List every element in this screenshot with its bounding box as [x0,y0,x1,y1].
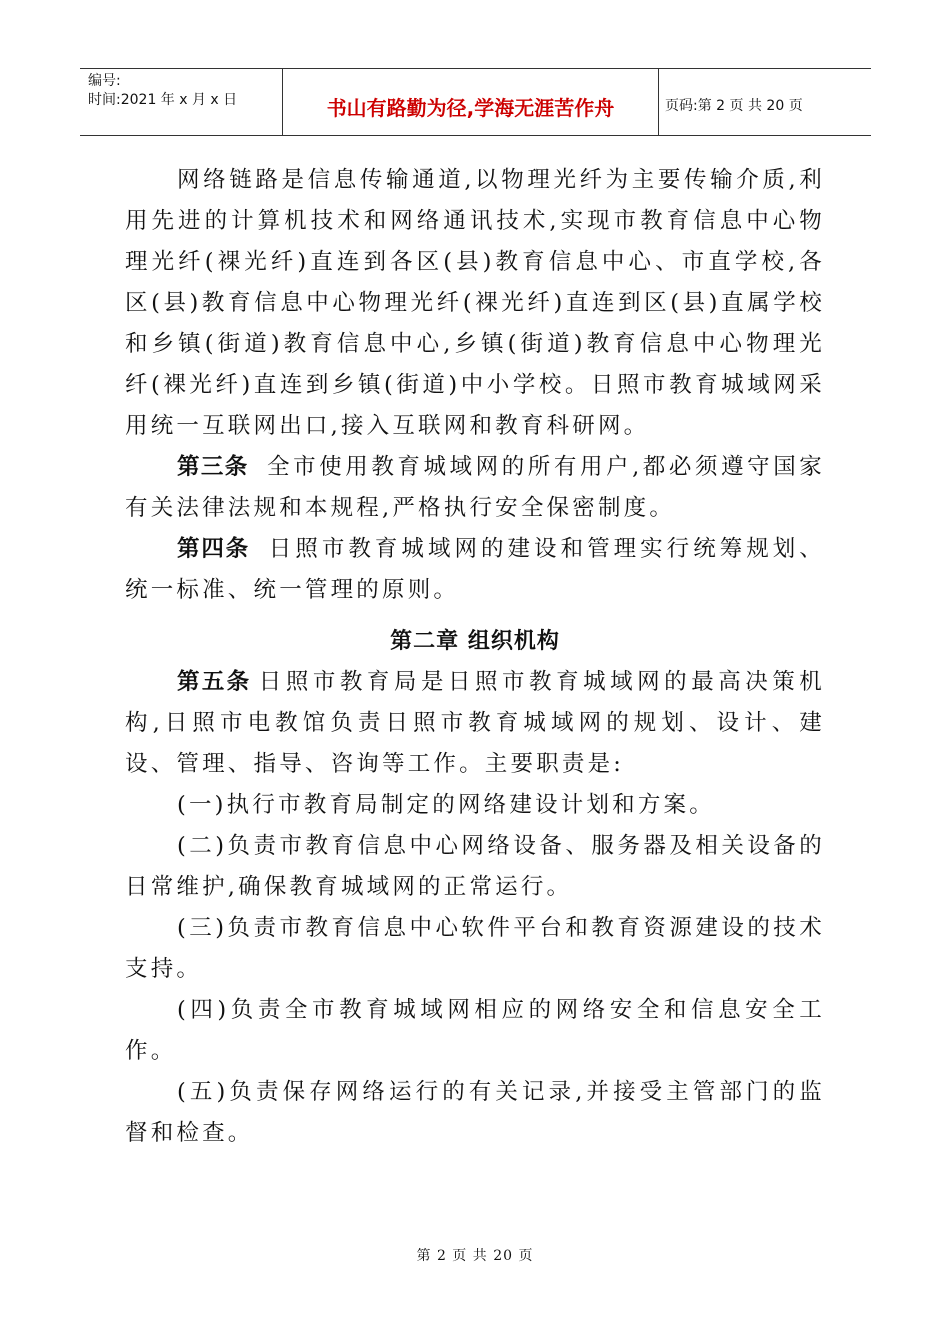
document-body [125,160,825,1154]
article-4-text: 日照市教育城域网的建设和管理实行统筹规划、统一标准、统一管理的原则。 [125,536,825,603]
article-5-title: 第五条 [177,669,252,695]
article-3-title: 第三条 [177,454,249,480]
list-item-1: (一)执行市教育局制定的网络建设计划和方案。 [177,792,715,818]
article-5-text: 日照市教育局是日照市教育城域网的最高决策机构,日照市电教馆负责日照市教育城域网的规划、设计、建设、管理、指导、咨询等工作。主要职责是: [125,669,825,777]
chapter-heading: 第二章 组织机构 [390,629,560,654]
header-meta-cell [80,69,283,135]
list-item-2: (二)负责市教育信息中心网络设备、服务器及相关设备的日常维护,确保教育城域网的正常运行。 [125,833,825,900]
article-3 [125,447,825,529]
article-3-text: 全市使用教育城域网的所有用户,都必须遵守国家有关法律法规和本规程,严格执行安全保密制度。 [125,454,825,521]
paragraph-network-link: 网络链路是信息传输通道,以物理光纤为主要传输介质,利用先进的计算机技术和网络通讯技术,实现市教育信息中心物理光纤(裸光纤)直连到各区(县)教育信息中心、市直学校,各区(县)教育信息中心物理光纤(裸光纤)直连到区(县)直属学校和乡镇(街道)教育信息中心,乡镇(街道)教育信息中心物理光纤(裸光纤)直连到乡镇(街道)中小学校。日照市教育城域网采用统一互联网出口,接入互联网和教育科研网。 [125,167,825,439]
time-label: 时间:2021 年 x 月 x 日 [88,92,238,108]
list-item-5: (五)负责保存网络运行的有关记录,并接受主管部门的监督和检查。 [125,1079,825,1146]
list-item-3: (三)负责市教育信息中心软件平台和教育资源建设的技术支持。 [125,915,825,982]
article-5 [125,662,825,785]
article-4-title: 第四条 [177,536,250,562]
list-item-4: (四)负责全市教育城域网相应的网络安全和信息安全工作。 [125,997,825,1064]
header-motto: 书山有路勤为径,学海无涯苦作舟 [283,69,659,135]
page-footer: 第 2 页 共 20 页 [416,1248,534,1264]
number-label: 编号: [88,73,121,89]
page-header [80,68,871,136]
header-page-code: 页码:第 2 页 共 20 页 [665,98,803,114]
article-4 [125,529,825,611]
